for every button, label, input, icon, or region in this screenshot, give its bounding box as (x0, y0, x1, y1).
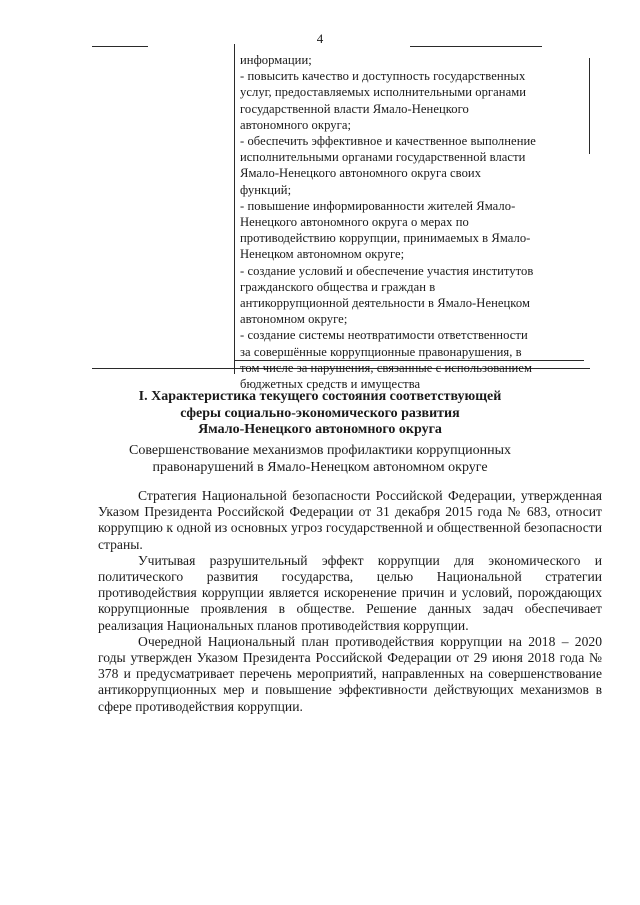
table-cell-line: за совершённые коррупционные правонарушения, в (240, 344, 522, 359)
table-continuation (92, 44, 592, 392)
table-cell-line: том числе за нарушения, связанные с использованием (240, 360, 533, 375)
table-cell-line: информации; (240, 53, 312, 67)
section-title-line: Ямало-Ненецкого автономного округа (198, 422, 442, 437)
table-cell-line: - создание системы неотвратимости ответственности (240, 328, 528, 343)
table-cell-line: государственной власти Ямало-Ненецкого (240, 101, 469, 116)
table-cell-line: исполнительными органами государственной власти (240, 150, 526, 165)
page-number: 4 (316, 31, 324, 46)
table-cell-line: Ямало-Ненецкого автономного округа своих (240, 166, 482, 181)
table-cell-line: - создание условий и обеспечение участия институтов (240, 263, 534, 278)
table-cell-line: автономном округе; (240, 312, 348, 327)
table-cell-line: Ненецком автономном округе; (240, 247, 405, 262)
body-text (98, 488, 602, 715)
table-top-border-right (410, 46, 542, 47)
table-cell-line: - повышение информированности жителей Ямало- (240, 198, 516, 213)
paragraph: Очередной Национальный план противодействия коррупции на 2018 – 2020 годы утвержден Указом Президента Российской Федерации от 29 июня 2018 года № 378 и предусматривает перечень мероприятий, направленных на совершенствование антикоррупционных мер и повышение эффективности действующих механизмов в сфере противодействия коррупции. (98, 633, 602, 714)
table-cell-line: функций; (240, 182, 292, 197)
section-title (0, 389, 640, 439)
table-right-cell (240, 52, 590, 392)
table-column-divider (234, 44, 235, 374)
table-cell-line: антикоррупционной деятельности в Ямало-Ненецком (240, 296, 530, 311)
paragraph: Учитывая разрушительный эффект коррупции для экономического и политического развития государства, целью Национальной стратегии противодействия коррупции является искоренение причин и условий, порождающих коррупционные проявления в обществе. Решение данных задач обеспечивает реализация Национальных планов противодействия коррупции. (98, 552, 602, 633)
table-cell-line: автономного округа; (240, 117, 352, 132)
section-title-line: сферы социально-экономического развития (180, 405, 460, 421)
table-cell-line: - повысить качество и доступность государственных (240, 69, 526, 84)
table-cell-line: противодействию коррупции, принимаемых в Ямало- (240, 231, 531, 246)
table-cell-line: - обеспечить эффективное и качественное выполнение (240, 134, 536, 149)
section-subtitle (0, 442, 640, 476)
table-cell-line: гражданского общества и граждан в (240, 279, 436, 294)
section-title-line: I. Характеристика текущего состояния соответствующей (138, 389, 502, 404)
table-cell-line: бюджетных средств и имущества (240, 377, 421, 392)
section-subtitle-line: Совершенствование механизмов профилактики коррупционных (128, 443, 511, 458)
table-cell-line: Ненецкого автономного округа о мерах по (240, 215, 469, 230)
section-subtitle-line: правонарушений в Ямало-Ненецком автономном округе (152, 460, 488, 475)
table-cell-line: услуг, предоставляемых исполнительными органами (240, 85, 527, 100)
paragraph: Стратегия Национальной безопасности Российской Федерации, утвержденная Указом Президента Российской Федерации от 31 декабря 2015 года № 683, относит коррупцию к одной из основных угроз государственной и общественной безопасности страны. (98, 488, 602, 552)
table-top-border-left (92, 46, 148, 47)
